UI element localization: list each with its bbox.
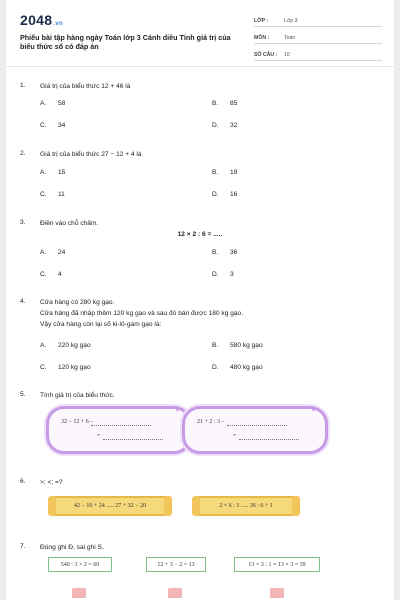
option-text: 32 (230, 122, 238, 129)
scroll-expression: 42 − 10 + 24 ..... 27 + 32 − 20 (73, 503, 147, 509)
question-text-line-3: Vậy cửa hàng còn lại số ki-lô-gam gạo là: (40, 321, 162, 328)
q4-option-c[interactable] (40, 364, 91, 371)
question-number: 4. (20, 298, 26, 305)
q2-option-a[interactable] (40, 169, 65, 176)
cloud-spark-icon: ◆ (175, 407, 179, 412)
option-letter: C. (40, 191, 47, 198)
option-text: 4 (58, 271, 62, 278)
site-logo[interactable] (20, 12, 63, 28)
option-letter: A. (40, 342, 47, 349)
scroll-expression: 2 × 6 : 3 ..... 36 : 6 + 1 (219, 503, 273, 509)
question-text: >; <; =? (40, 479, 63, 486)
option-letter: A. (40, 249, 47, 256)
q6-scroll-2 (198, 496, 294, 516)
q2-option-d[interactable] (212, 191, 237, 198)
option-text: 85 (230, 100, 238, 107)
option-text: 34 (58, 122, 66, 129)
equation-text: 13 × 3 : 1 = 13 × 3 = 39 (248, 561, 306, 568)
q7-equation-2 (146, 557, 206, 572)
logo-suffix: .vn (53, 21, 63, 27)
q5-cloud-2 (182, 406, 328, 454)
q3-option-d[interactable] (212, 271, 234, 278)
q7-equation-1 (48, 557, 112, 572)
option-text: 120 kg gạo (58, 364, 91, 371)
answer-line-2[interactable] (239, 439, 299, 440)
q7-answer-box-3[interactable] (270, 588, 284, 598)
worksheet-header (6, 0, 394, 67)
option-text: 58 (58, 100, 66, 107)
question-text: Đúng ghi Đ, sai ghi S. (40, 544, 104, 551)
option-letter: D. (212, 364, 219, 371)
answer-line-1[interactable] (227, 425, 287, 426)
option-letter: B. (212, 169, 219, 176)
option-letter: B. (212, 249, 219, 256)
option-letter: D. (212, 122, 219, 129)
equation-text: 12 + 3 − 2 = 13 (157, 561, 195, 568)
question-number: 6. (20, 478, 26, 485)
answer-line-1[interactable] (91, 425, 151, 426)
answer-line-2[interactable] (103, 439, 163, 440)
question-number: 1. (20, 82, 26, 89)
worksheet-title: Phiếu bài tập hàng ngày Toán lớp 3 Cánh diều Tính giá trị của biểu thức số có đáp án (20, 33, 231, 51)
question-text: Tính giá trị của biểu thức. (40, 392, 115, 399)
option-letter: D. (212, 271, 219, 278)
q7-answer-box-1[interactable] (72, 588, 86, 598)
option-letter: C. (40, 271, 47, 278)
option-letter: A. (40, 100, 47, 107)
option-text: 16 (230, 191, 238, 198)
option-letter: C. (40, 364, 47, 371)
option-text: 24 (58, 249, 66, 256)
q5-cloud-1 (46, 406, 192, 454)
q1-option-c[interactable] (40, 122, 65, 129)
option-text: 15 (58, 169, 66, 176)
option-letter: C. (40, 122, 47, 129)
q2-option-b[interactable] (212, 169, 237, 176)
option-text: 36 (230, 249, 238, 256)
option-text: 11 (58, 191, 65, 198)
meta-row-class (254, 14, 382, 27)
question-text-line-2: Cửa hàng đã nhập thêm 120 kg gạo và sau đó bán được 180 kg gạo. (40, 310, 244, 317)
q7-equation-3 (234, 557, 320, 572)
question-number: 5. (20, 391, 26, 398)
cloud-expression: 32 − 12 + 6 – (61, 419, 94, 425)
option-letter: B. (212, 100, 219, 107)
q4-option-a[interactable] (40, 342, 91, 349)
question-text: Giá trị của biểu thức 12 + 46 là (40, 83, 131, 90)
cloud-equals: = (97, 433, 101, 439)
q3-option-a[interactable] (40, 249, 65, 256)
option-text: 3 (230, 271, 234, 278)
meta-value-class: Lớp 3 (284, 18, 298, 24)
q1-option-a[interactable] (40, 100, 65, 107)
meta-row-count (254, 48, 382, 61)
question-number: 2. (20, 150, 26, 157)
q6-scroll-1 (54, 496, 166, 516)
cloud-spark-icon: ◆ (311, 407, 315, 412)
meta-value-count: 10 (284, 52, 290, 58)
q4-option-b[interactable] (212, 342, 263, 349)
q3-option-c[interactable] (40, 271, 62, 278)
q1-option-d[interactable] (212, 122, 237, 129)
q3-option-b[interactable] (212, 249, 237, 256)
meta-key-subject: MÔN : (254, 35, 270, 41)
option-text: 220 kg gạo (58, 342, 91, 349)
meta-row-subject (254, 31, 382, 44)
option-letter: B. (212, 342, 219, 349)
worksheet-meta (254, 14, 382, 65)
option-text: 480 kg gạo (230, 364, 263, 371)
option-letter: A. (40, 169, 47, 176)
cloud-expression: 21 + 2 : 3 – (197, 419, 225, 425)
q4-option-d[interactable] (212, 364, 263, 371)
option-text: 19 (230, 169, 238, 176)
question-number: 3. (20, 219, 26, 226)
equation-text: 540 : 3 × 2 = 60 (60, 561, 100, 568)
worksheet-page (6, 0, 394, 600)
meta-key-class: LỚP : (254, 18, 269, 24)
q3-expression: 12 × 2 : 6 = ..... (177, 231, 223, 238)
cloud-equals: = (233, 433, 237, 439)
meta-value-subject: Toán (284, 35, 296, 41)
question-text: Giá trị của biểu thức 27 − 12 + 4 là (40, 151, 142, 158)
question-text-line-1: Cửa hàng có 280 kg gạo. (40, 299, 115, 306)
option-letter: D. (212, 191, 219, 198)
q1-option-b[interactable] (212, 100, 237, 107)
meta-key-count: SỐ CÂU : (254, 52, 278, 58)
question-text: Điền vào chỗ chấm. (40, 220, 99, 227)
q2-option-c[interactable] (40, 191, 65, 198)
option-text: 580 kg gạo (230, 342, 263, 349)
logo-main: 2048 (20, 12, 53, 28)
q7-answer-box-2[interactable] (168, 588, 182, 598)
question-number: 7. (20, 543, 26, 550)
